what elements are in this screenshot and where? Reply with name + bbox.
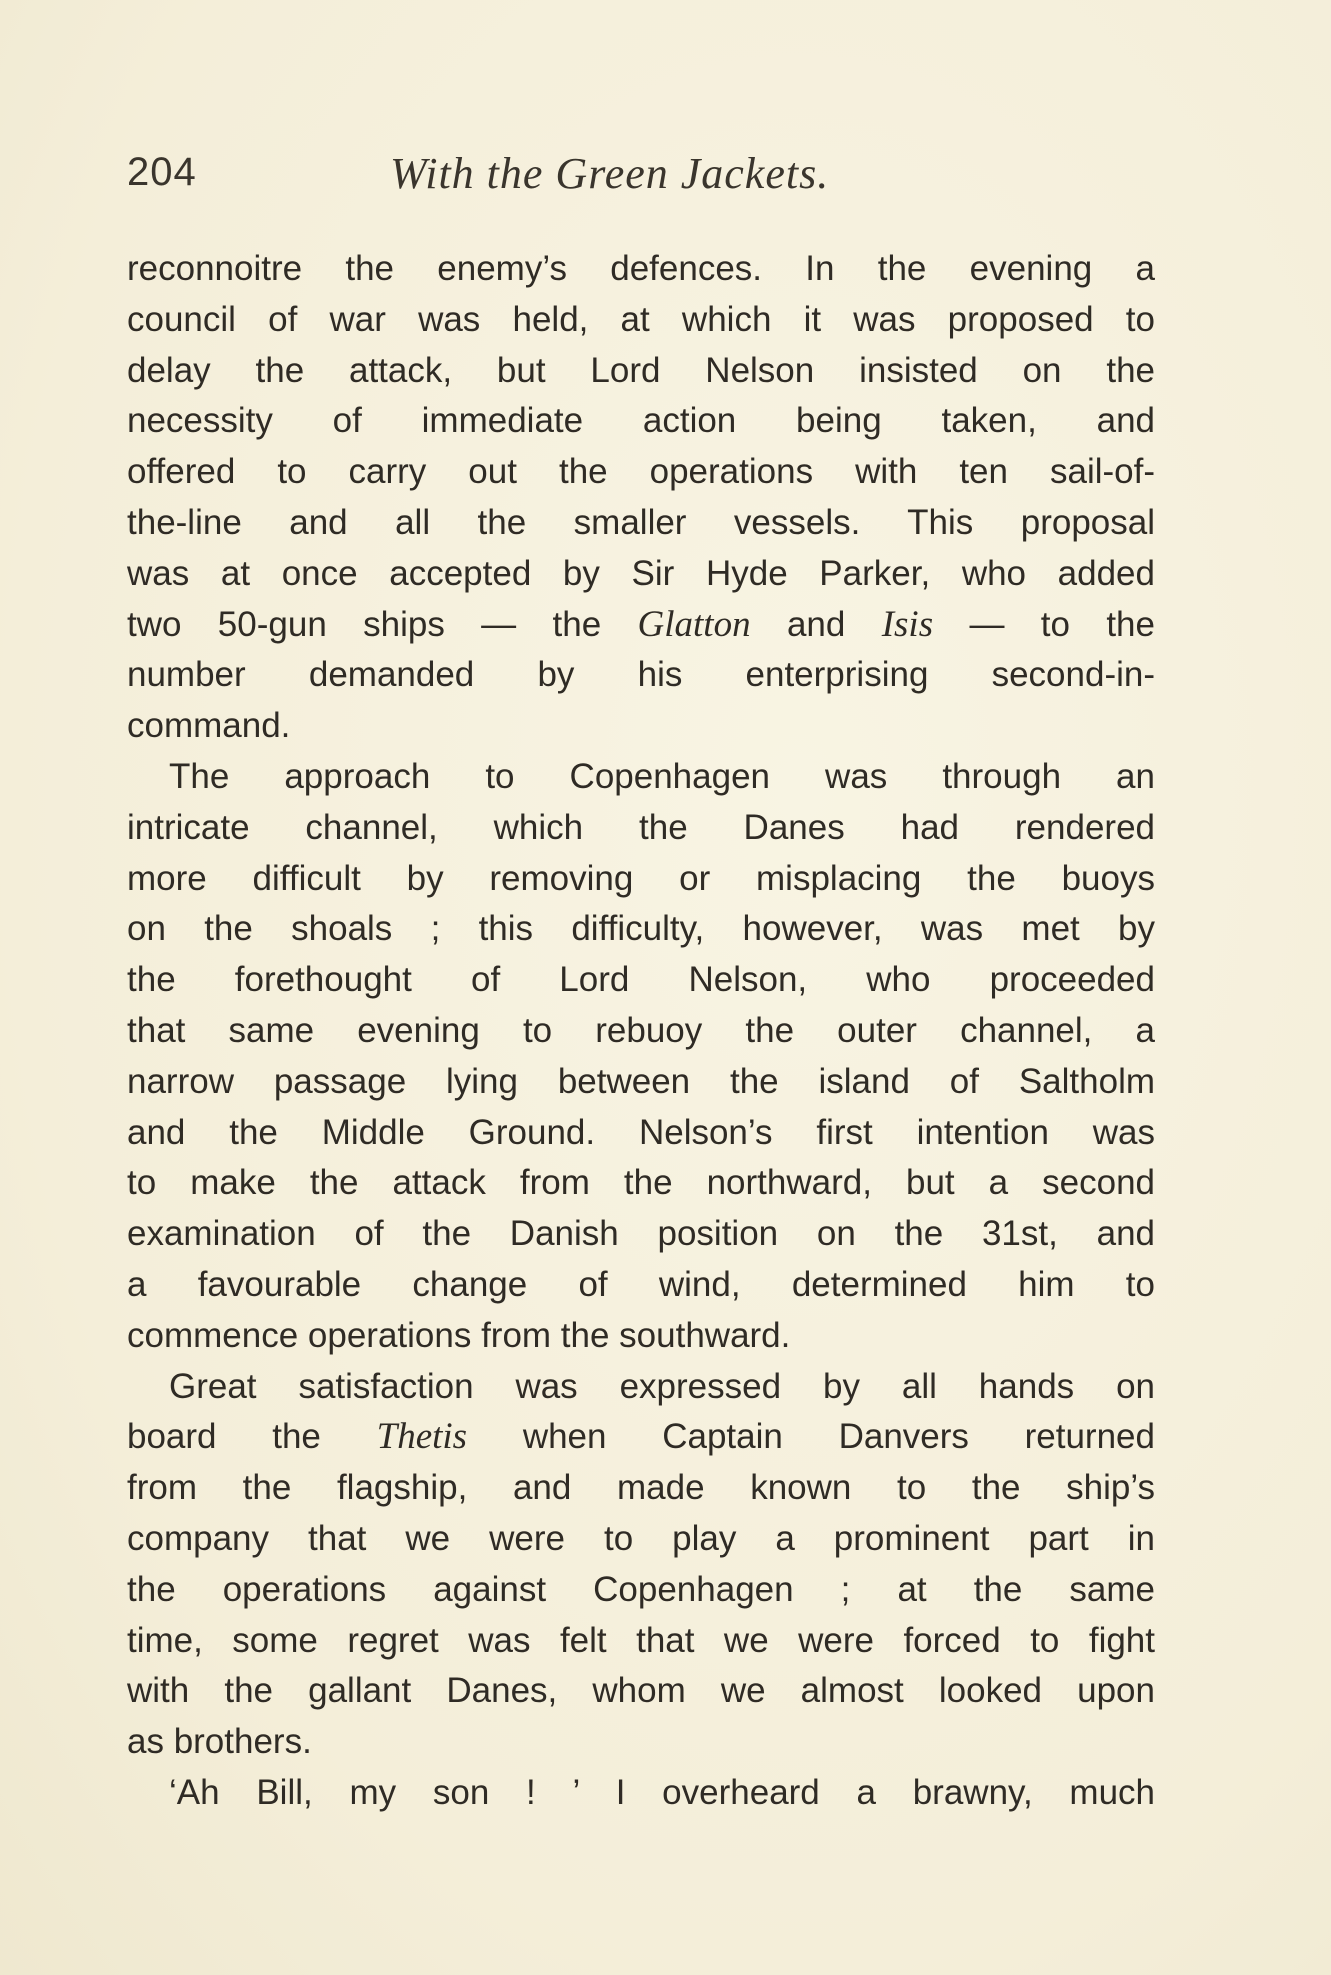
running-title: With the Green Jackets.	[390, 149, 830, 198]
text-line	[127, 650, 1155, 701]
text-segment: command.	[127, 706, 291, 746]
italic-ship-name: Glatton	[637, 603, 751, 645]
text-line	[127, 854, 1155, 905]
italic-ship-name: Thetis	[376, 1416, 468, 1458]
text-line	[127, 346, 1155, 397]
text-segment: two 50-gun ships — the	[127, 604, 638, 644]
text-line	[127, 1514, 1155, 1565]
text-segment: reconnoitre the enemy’s defences. In the evening a	[127, 249, 1155, 288]
text-line	[127, 701, 1155, 752]
body-text	[127, 244, 1155, 1819]
text-segment: council of war was held, at which it was proposed to	[127, 299, 1155, 339]
text-line	[127, 752, 1155, 803]
text-line	[127, 1717, 1155, 1768]
text-segment: as brothers.	[127, 1722, 312, 1762]
text-line	[127, 498, 1155, 549]
text-segment: that same evening to rebuoy the outer channel, a	[127, 1010, 1155, 1050]
text-segment: the-line and all the smaller vessels. This proposal	[127, 502, 1155, 542]
text-line	[127, 244, 1155, 295]
text-segment: the operations against Copenhagen ; at the same	[127, 1569, 1155, 1609]
text-segment: board the	[127, 1417, 377, 1457]
text-segment: examination of the Danish position on the 31st, and	[127, 1214, 1155, 1254]
text-segment: — to the	[933, 604, 1155, 644]
text-line	[127, 549, 1155, 600]
text-segment: on the shoals ; this difficulty, however, was met by	[127, 909, 1155, 949]
text-line	[127, 1108, 1155, 1159]
text-segment: when Captain Danvers returned	[467, 1417, 1155, 1457]
text-line	[127, 955, 1155, 1006]
text-segment: The approach to Copenhagen was through an	[169, 756, 1155, 796]
text-line	[127, 1311, 1155, 1362]
text-segment: commence operations from the southward.	[127, 1315, 791, 1355]
text-line	[127, 1057, 1155, 1108]
text-segment: from the flagship, and made known to the ship’s	[127, 1468, 1155, 1508]
text-segment: offered to carry out the operations with ten sail-of-	[127, 452, 1155, 492]
text-segment: and the Middle Ground. Nelson’s first intention was	[127, 1112, 1155, 1152]
text-line	[127, 1666, 1155, 1717]
text-segment: narrow passage lying between the island of Saltholm	[127, 1061, 1155, 1101]
text-line	[127, 1158, 1155, 1209]
text-line	[127, 904, 1155, 955]
text-line	[127, 1412, 1155, 1463]
text-segment: was at once accepted by Sir Hyde Parker, who added	[127, 553, 1155, 593]
text-line	[127, 295, 1155, 346]
text-line	[127, 600, 1155, 651]
text-line	[127, 1260, 1155, 1311]
text-line	[127, 1616, 1155, 1667]
page-header	[127, 150, 1157, 210]
text-segment: intricate channel, which the Danes had rendered	[127, 807, 1155, 847]
text-segment: with the gallant Danes, whom we almost looked upon	[127, 1671, 1155, 1711]
text-line	[127, 1209, 1155, 1260]
text-line	[127, 1362, 1155, 1413]
text-segment: ‘Ah Bill, my son ! ’ I overheard a brawny, much	[169, 1772, 1155, 1812]
text-segment: delay the attack, but Lord Nelson insisted on the	[127, 350, 1155, 390]
text-segment: Great satisfaction was expressed by all hands on	[169, 1366, 1155, 1406]
text-segment: and	[750, 604, 882, 644]
text-segment: the forethought of Lord Nelson, who proceeded	[127, 960, 1155, 1000]
text-line	[127, 803, 1155, 854]
italic-ship-name: Isis	[881, 603, 934, 645]
text-segment: more difficult by removing or misplacing the buoys	[127, 858, 1155, 898]
text-segment: number demanded by his enterprising second-in-	[127, 655, 1155, 695]
text-line	[127, 1463, 1155, 1514]
text-line	[127, 1565, 1155, 1616]
text-segment: time, some regret was felt that we were forced to fight	[127, 1620, 1155, 1660]
text-line	[127, 1006, 1155, 1057]
text-segment: a favourable change of wind, determined him to	[127, 1264, 1155, 1304]
text-segment: to make the attack from the northward, but a second	[127, 1163, 1155, 1203]
page-number: 204	[127, 150, 197, 194]
text-segment: necessity of immediate action being taken, and	[127, 401, 1155, 441]
text-line	[127, 447, 1155, 498]
text-segment: company that we were to play a prominent part in	[127, 1518, 1155, 1558]
text-line	[127, 396, 1155, 447]
text-line	[127, 1768, 1155, 1819]
